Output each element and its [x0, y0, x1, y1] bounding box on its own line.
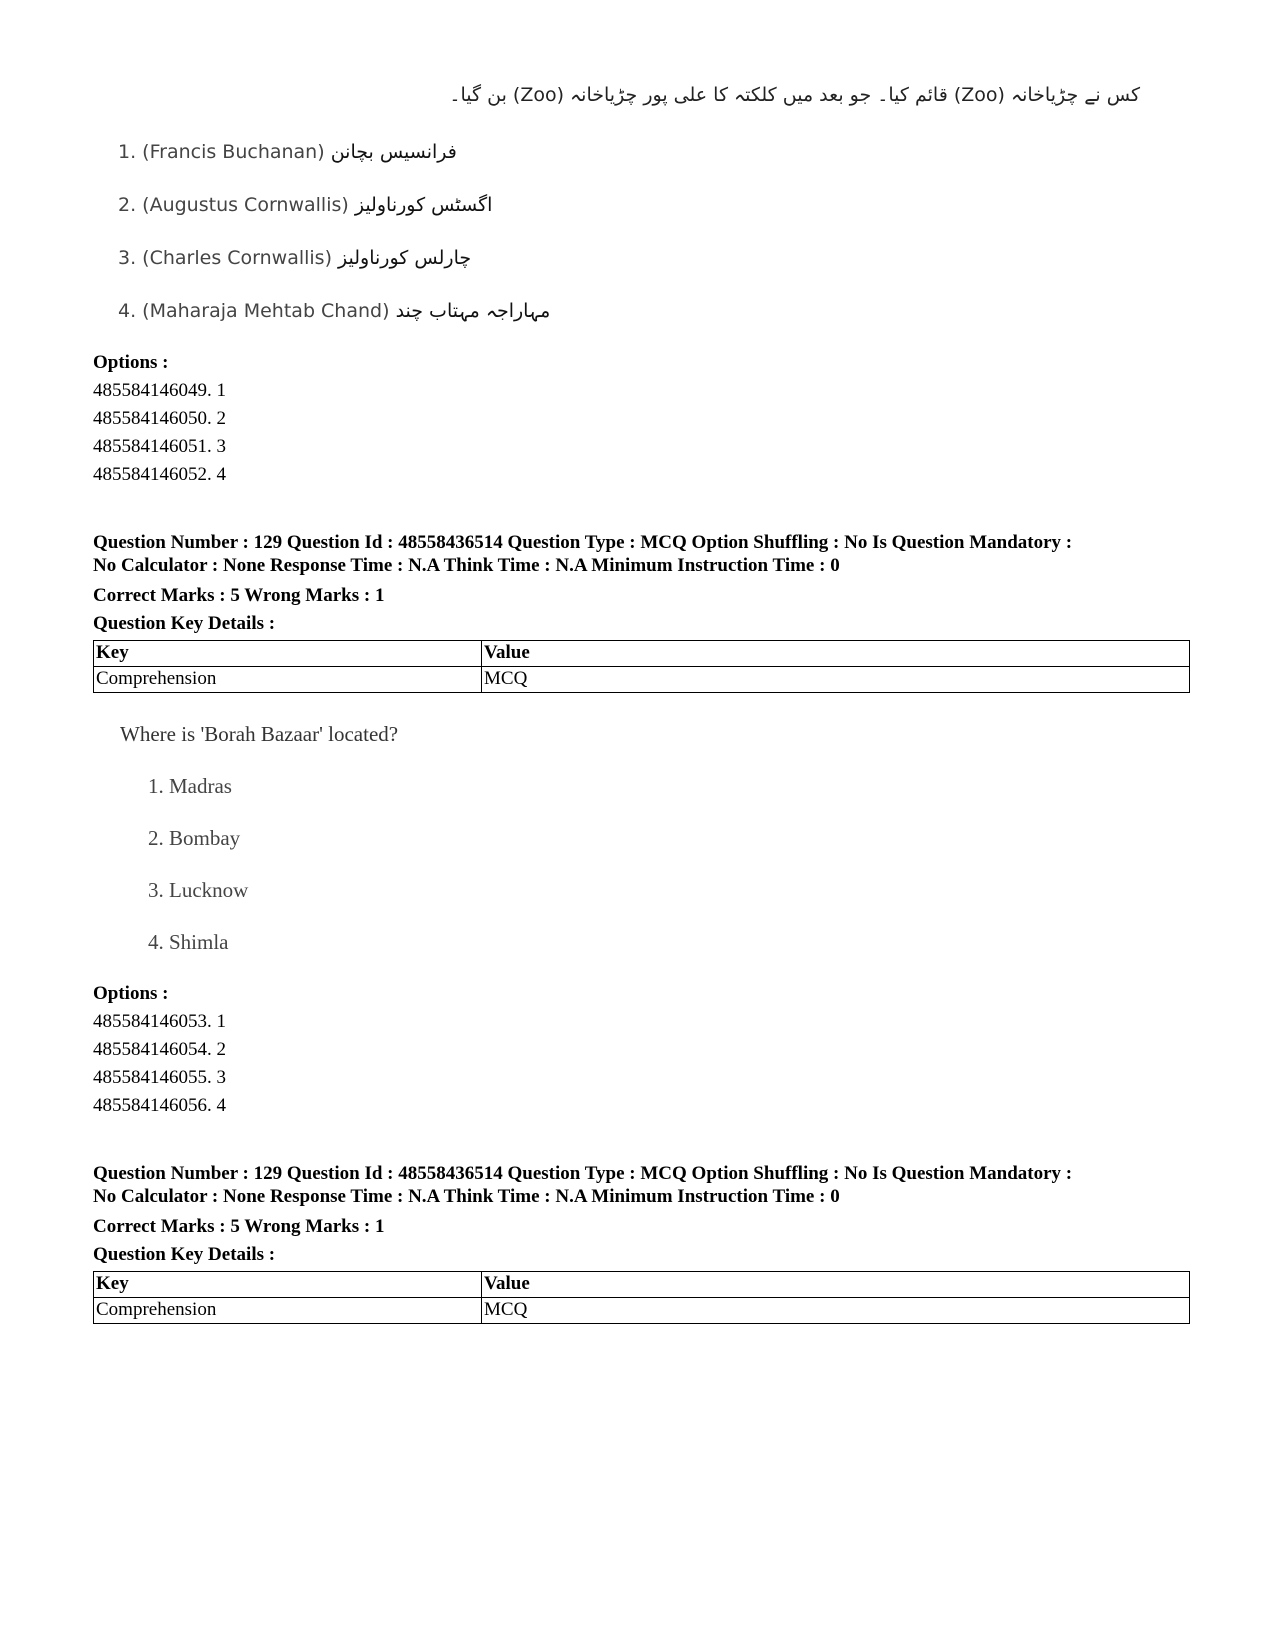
- option-id: 485584146056. 4: [93, 1095, 226, 1116]
- table-cell: MCQ: [482, 667, 1190, 693]
- option-id: 485584146051. 3: [93, 436, 226, 457]
- table-header-key: Key: [94, 641, 482, 667]
- question-meta-line: No Calculator : None Response Time : N.A Think Time : N.A Minimum Instruction Time : 0: [93, 1186, 840, 1207]
- question-meta-line: Question Number : 129 Question Id : 48558436514 Question Type : MCQ Option Shuffling : No Is Question Mandatory :: [93, 1163, 1073, 1184]
- choice-english: (Augustus Cornwallis): [142, 194, 349, 216]
- marks-line: Correct Marks : 5 Wrong Marks : 1: [93, 585, 385, 606]
- table-row: [94, 1272, 1190, 1298]
- option-id: 485584146053. 1: [93, 1011, 226, 1032]
- option-id: 485584146049. 1: [93, 380, 226, 401]
- option-id: 485584146055. 3: [93, 1067, 226, 1088]
- table-header-value: Value: [482, 1272, 1190, 1298]
- choice-urdu: چارلس کورناولیز: [338, 247, 472, 269]
- table-header-key: Key: [94, 1272, 482, 1298]
- question-choice: 4. Shimla: [148, 930, 229, 954]
- question-meta-line: No Calculator : None Response Time : N.A Think Time : N.A Minimum Instruction Time : 0: [93, 555, 840, 576]
- option-id: 485584146052. 4: [93, 464, 226, 485]
- question-meta: [93, 1162, 1213, 1208]
- marks-line: Correct Marks : 5 Wrong Marks : 1: [93, 1216, 385, 1237]
- table-row: [94, 1298, 1190, 1324]
- choice-number: 1.: [118, 141, 143, 163]
- choice-urdu: اگسٹس کورناولیز: [354, 194, 493, 216]
- table-cell: MCQ: [482, 1298, 1190, 1324]
- table-row: [94, 641, 1190, 667]
- question-choice: [118, 247, 471, 269]
- question-text: Where is 'Borah Bazaar' located?: [120, 722, 399, 746]
- choice-number: 3.: [118, 247, 143, 269]
- key-details-label: Question Key Details :: [93, 1244, 276, 1265]
- question-meta-line: Question Number : 129 Question Id : 48558436514 Question Type : MCQ Option Shuffling : No Is Question Mandatory :: [93, 532, 1073, 553]
- question-meta: [93, 531, 1213, 577]
- choice-urdu: فرانسیس بچانن: [330, 141, 457, 163]
- key-details-table: [93, 640, 1190, 693]
- question-choice: [118, 194, 492, 216]
- options-label: Options :: [93, 352, 169, 373]
- choice-urdu: مہاراجہ مہتاب چند: [395, 300, 551, 322]
- choice-english: (Maharaja Mehtab Chand): [142, 300, 390, 322]
- question-choice: [118, 141, 457, 163]
- option-id: 485584146054. 2: [93, 1039, 226, 1060]
- question-choice: 2. Bombay: [148, 826, 241, 850]
- table-cell: Comprehension: [94, 1298, 482, 1324]
- choice-number: 4.: [118, 300, 143, 322]
- question-choice: 3. Lucknow: [148, 878, 249, 902]
- option-id: 485584146050. 2: [93, 408, 226, 429]
- question-choice: [118, 300, 550, 322]
- question-choice: 1. Madras: [148, 774, 232, 798]
- choice-english: (Charles Cornwallis): [142, 247, 332, 269]
- key-details-label: Question Key Details :: [93, 613, 276, 634]
- choice-english: (Francis Buchanan): [142, 141, 325, 163]
- table-header-value: Value: [482, 641, 1190, 667]
- key-details-table: [93, 1271, 1190, 1324]
- urdu-question-text: کس نے چڑیاخانہ (Zoo) قائم کیا۔ جو بعد میں کلکتہ کا علی پور چڑیاخانہ (Zoo) بن گیا۔: [449, 84, 1140, 106]
- table-cell: Comprehension: [94, 667, 482, 693]
- choice-number: 2.: [118, 194, 143, 216]
- table-row: [94, 667, 1190, 693]
- options-label: Options :: [93, 983, 169, 1004]
